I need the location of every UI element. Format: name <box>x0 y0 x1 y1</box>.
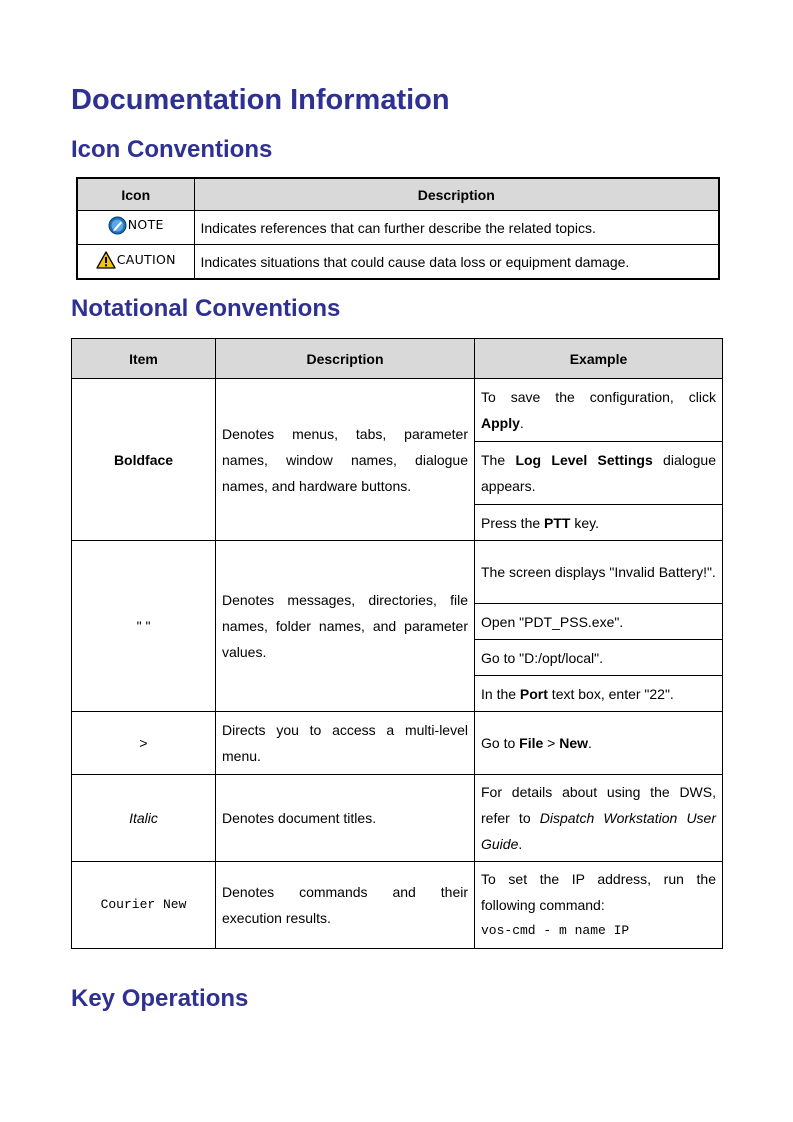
caution-icon <box>96 251 116 269</box>
note-badge <box>108 212 164 238</box>
caution-badge <box>96 247 176 273</box>
example-text: Press the <box>481 514 545 531</box>
description-cell: Denotes commands and their execution results. <box>216 862 475 949</box>
notational-conventions-heading: Notational Conventions <box>71 295 341 322</box>
page-title: Documentation Information <box>71 84 450 116</box>
icon-label: NOTE <box>127 217 164 233</box>
example-text: text box, enter "22". <box>547 685 674 702</box>
example-cell <box>475 442 723 505</box>
table-row <box>72 775 723 862</box>
key-operations-heading: Key Operations <box>71 985 249 1012</box>
example-bold: New <box>559 735 589 751</box>
table-header-row <box>72 339 723 379</box>
example-bold: File <box>519 735 544 751</box>
column-header: Description <box>194 178 719 211</box>
table-row <box>77 245 719 280</box>
item-cell: Italic <box>72 775 216 862</box>
example-text: dialogue appears. <box>481 452 716 494</box>
column-header: Description <box>216 339 475 379</box>
table-row <box>72 862 723 949</box>
example-bold: PTT <box>544 514 571 531</box>
description-cell: Indicates references that can further describe the related topics. <box>194 211 719 245</box>
example-text: To set the IP address, run the following command: <box>481 871 716 913</box>
example-command: vos-cmd - m name IP <box>481 923 630 938</box>
table-row <box>72 541 723 604</box>
description-cell: Denotes document titles. <box>216 775 475 862</box>
note-icon <box>108 216 127 235</box>
icon-label: CAUTION <box>116 251 176 267</box>
example-cell <box>475 862 723 949</box>
column-header: Icon <box>77 178 194 211</box>
description-cell: Directs you to access a multi-level menu. <box>216 712 475 775</box>
example-cell: The screen displays "Invalid Battery!". <box>475 541 723 604</box>
icon-conventions-heading: Icon Conventions <box>71 136 273 163</box>
example-cell: Go to "D:/opt/local". <box>475 640 723 676</box>
table-row <box>77 211 719 245</box>
table-header-row <box>77 178 719 211</box>
item-cell: > <box>72 712 216 775</box>
item-cell: Boldface <box>72 379 216 541</box>
icon-conventions-table <box>76 177 720 280</box>
example-text: Go to <box>481 735 520 751</box>
example-text: key. <box>570 514 600 531</box>
example-cell: Open "PDT_PSS.exe". <box>475 604 723 640</box>
example-bold: Apply <box>481 415 520 431</box>
example-cell <box>475 505 723 541</box>
example-text: In the <box>481 685 520 702</box>
description-cell: Denotes messages, directories, file names, folder names, and parameter values. <box>216 541 475 712</box>
example-cell <box>475 712 723 775</box>
example-text: . <box>519 415 524 431</box>
icon-cell <box>77 245 194 280</box>
example-text: . <box>588 735 592 751</box>
example-text: . <box>518 836 523 852</box>
example-bold: Log Level Settings <box>515 452 653 468</box>
icon-cell <box>77 211 194 245</box>
column-header: Example <box>475 339 723 379</box>
example-text: For details about using the DWS, refer to <box>481 784 716 826</box>
example-bold: Port <box>519 685 548 702</box>
item-cell: Courier New <box>72 862 216 949</box>
example-text: To save the configuration, click <box>481 389 716 405</box>
table-row <box>72 712 723 775</box>
notational-conventions-table <box>71 338 723 949</box>
example-text: > <box>543 735 560 751</box>
example-cell <box>475 775 723 862</box>
example-cell <box>475 379 723 442</box>
example-cell <box>475 676 723 712</box>
table-row <box>72 379 723 442</box>
column-header: Item <box>72 339 216 379</box>
description-cell: Denotes menus, tabs, parameter names, window names, dialogue names, and hardware buttons. <box>216 379 475 541</box>
example-italic: Dispatch Workstation User Guide <box>481 810 716 852</box>
item-cell: " " <box>72 541 216 712</box>
description-cell: Indicates situations that could cause data loss or equipment damage. <box>194 245 719 280</box>
example-text: The <box>481 452 516 468</box>
